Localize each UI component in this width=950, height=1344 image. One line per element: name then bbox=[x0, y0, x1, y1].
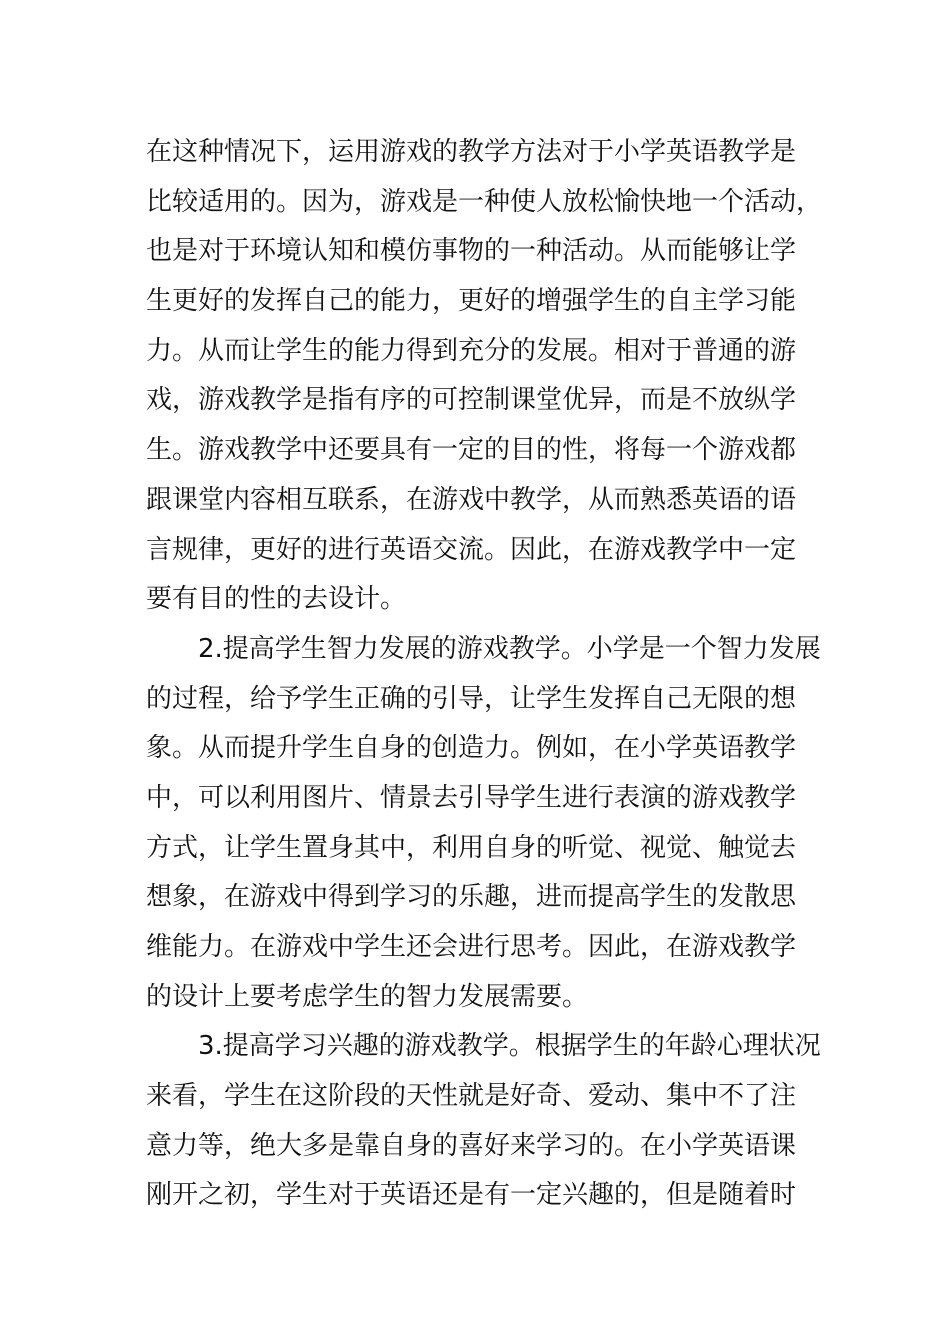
text-line: 生。游戏教学中还要具有一定的目的性，将每一个游戏都 bbox=[146, 435, 797, 466]
text-line-indented: 2.提高学生智力发展的游戏教学。小学是一个智力发展 bbox=[198, 633, 821, 664]
text-line: 跟课堂内容相互联系，在游戏中教学，从而熟悉英语的语 bbox=[146, 484, 797, 515]
text-line: 的设计上要考虑学生的智力发展需要。 bbox=[146, 981, 589, 1012]
text-line: 要有目的性的去设计。 bbox=[146, 584, 407, 615]
text-line: 象。从而提升学生自身的创造力。例如，在小学英语教学 bbox=[146, 733, 797, 764]
text-line: 方式，让学生置身其中，利用自身的听觉、视觉、触觉去 bbox=[146, 832, 797, 863]
text-line: 戏，游戏教学是指有序的可控制课堂优异，而是不放纵学 bbox=[146, 385, 797, 416]
text-line: 维能力。在游戏中学生还会进行思考。因此，在游戏教学 bbox=[146, 932, 797, 962]
text-line: 在这种情况下，运用游戏的教学方法对于小学英语教学是 bbox=[146, 137, 797, 167]
text-line: 力。从而让学生的能力得到充分的发展。相对于普通的游 bbox=[146, 335, 797, 366]
paragraph-1 bbox=[146, 128, 823, 625]
body-text bbox=[146, 128, 823, 1221]
text-line: 比较适用的。因为，游戏是一种使人放松愉快地一个活动， bbox=[146, 186, 823, 217]
text-line: 生更好的发挥自己的能力，更好的增强学生的自主学习能 bbox=[146, 286, 797, 317]
text-line: 刚开之初，学生对于英语还是有一定兴趣的，但是随着时 bbox=[146, 1180, 797, 1211]
paragraph-3 bbox=[146, 1022, 821, 1221]
text-line: 中，可以利用图片、情景去引导学生进行表演的游戏教学 bbox=[146, 782, 797, 813]
text-line: 意力等，绝大多是靠自身的喜好来学习的。在小学英语课 bbox=[146, 1130, 797, 1161]
text-line: 言规律，更好的进行英语交流。因此，在游戏教学中一定 bbox=[146, 534, 797, 565]
text-line: 的过程，给予学生正确的引导，让学生发挥自己无限的想 bbox=[146, 683, 797, 714]
text-line: 也是对于环境认知和模仿事物的一种活动。从而能够让学 bbox=[146, 236, 797, 267]
paragraph-2 bbox=[146, 625, 821, 1023]
text-line-indented: 3.提高学习兴趣的游戏教学。根据学生的年龄心理状况 bbox=[198, 1031, 821, 1062]
text-line: 想象，在游戏中得到学习的乐趣，进而提高学生的发散思 bbox=[146, 882, 797, 913]
text-line: 来看，学生在这阶段的天性就是好奇、爱动、集中不了注 bbox=[146, 1081, 797, 1112]
